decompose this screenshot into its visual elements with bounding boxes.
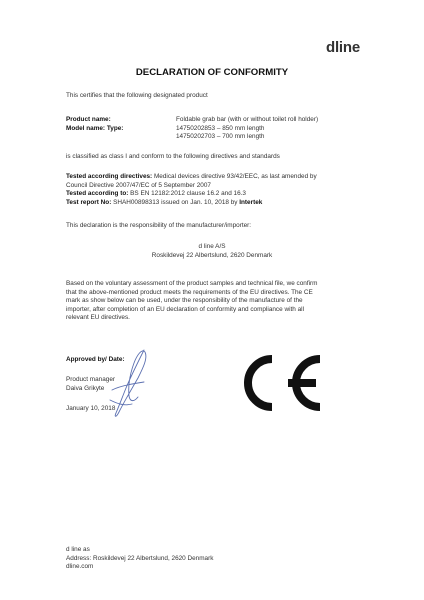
manufacturer-name: d line A/S [198,243,226,250]
footer-address-label: Address: [66,554,92,562]
model-name-label: Model name: Type: [66,124,124,132]
test-report-label: Test report No: [66,198,112,206]
approver-role: Product manager [66,376,116,383]
footer-address-line [66,555,213,564]
tested-directives-line [66,173,317,182]
footer-company: d line as [66,546,90,553]
manufacturer-address: Roskildevej 22 Albertslund, 2620 Denmark [151,251,273,259]
classification-text: is classified as class I and conform to the following directives and standards [66,153,280,160]
company-logo: dline [325,39,360,56]
model-value-700: 14750202703 – 700 mm length [176,133,265,140]
tested-directives-value-2: Council Directive 2007/47/EC of 5 September 2007 [66,181,211,189]
approval-label: Approved by/ Date: [66,356,125,363]
assessment-line-3: mark as show below can be used, under the responsibility of the manufacture of the [66,297,303,304]
tested-standard-value: BS EN 12182:2012 clause 16.2 and 16.3 [130,190,246,197]
tested-standard-label: Tested according to: [66,190,129,197]
footer-website[interactable]: dline.com [66,563,94,570]
tested-directives-label: Tested according directives: [66,173,153,180]
responsibility-text: This declaration is the responsibility of the manufacturer/importer: [66,222,252,229]
ce-mark-icon [230,353,326,413]
document-title: DECLARATION OF CONFORMITY [135,67,289,78]
assessment-line-5: relevant EU directives. [66,314,130,321]
approval-date: January 10, 2018 [66,405,116,412]
tested-standard-line [66,190,246,199]
assessment-line-4: importer, after completion of an EU declaration of conformity and compliance with all [66,305,304,313]
model-value-850: 14750202853 – 850 mm length [176,124,265,132]
footer-address-value: Roskildevej 22 Albertslund, 2620 Denmark [93,554,214,562]
product-name-label: Product name: [66,116,111,123]
assessment-line-1: Based on the voluntary assessment of the product samples and technical file, we confirm [66,280,318,287]
product-name-value: Foldable grab bar (with or without toilet roll holder) [176,116,319,123]
test-lab-name: Intertek [239,198,263,206]
approver-name: Daiva Grikyte [66,384,105,392]
tested-directives-value: Medical devices directive 93/42/EEC, as last amended by [153,173,317,180]
signature-image [104,346,158,420]
test-report-value: SHAH00898313 issued on Jan. 10, 2018 by [113,198,238,206]
test-report-line [66,199,262,208]
assessment-line-2: that the above-mentioned product meets the requirements of the EU directives. The CE [66,288,313,296]
intro-text: This certifies that the following designated product [66,92,208,99]
